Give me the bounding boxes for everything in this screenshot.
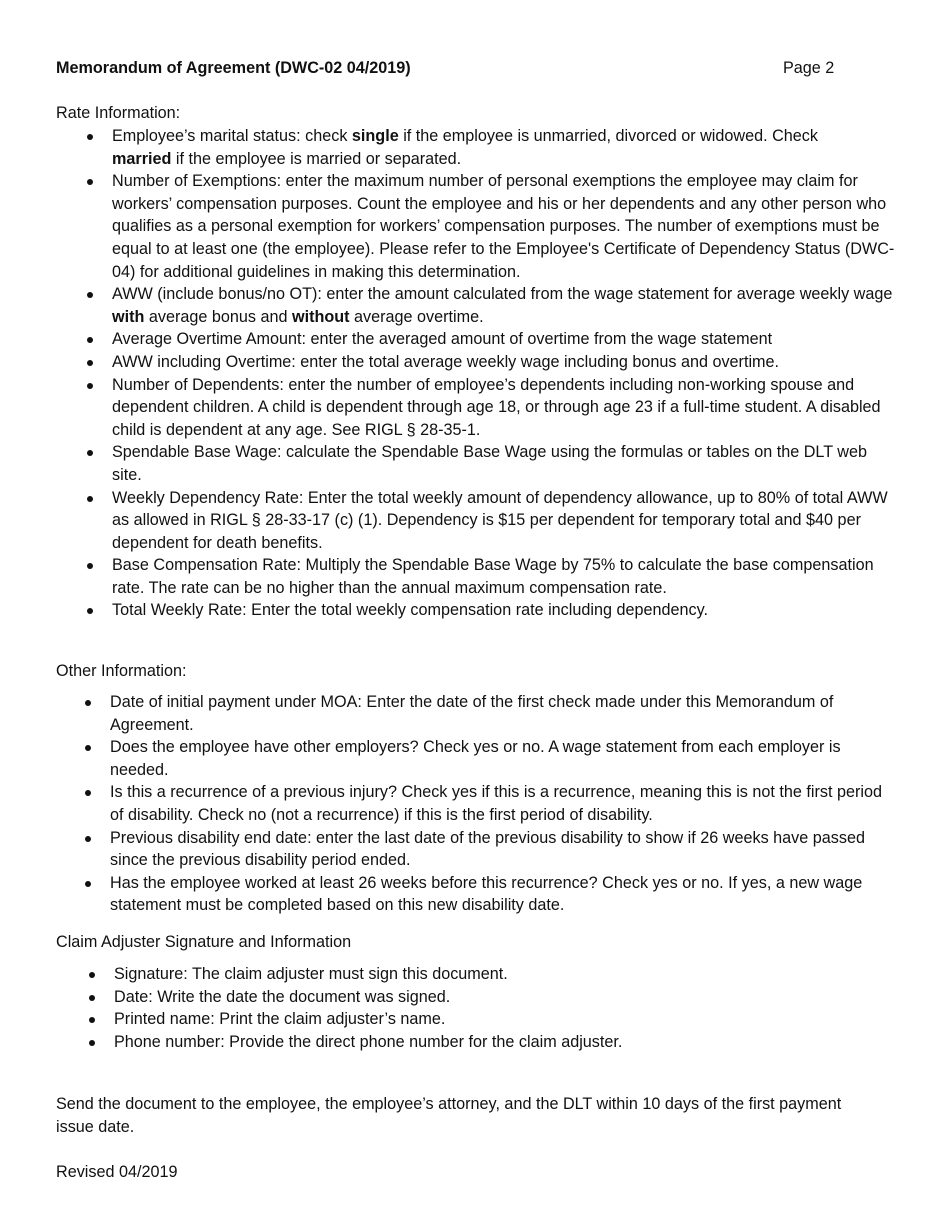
bullet-icon	[89, 1040, 95, 1046]
bullet-icon	[89, 972, 95, 978]
list-item: Previous disability end date: enter the last date of the previous disability to show if 26 weeks have passed since the previous disability period ended.	[54, 827, 896, 872]
bullet-icon	[87, 383, 93, 389]
list-item: AWW including Overtime: enter the total average weekly wage including bonus and overtime.	[56, 351, 896, 374]
bullet-icon	[87, 563, 93, 569]
page-header	[56, 57, 950, 79]
bullet-icon	[85, 700, 91, 706]
claim-adjuster-list	[58, 963, 896, 1053]
bullet-icon	[87, 450, 93, 456]
list-item: Signature: The claim adjuster must sign this document.	[58, 963, 896, 986]
bullet-icon	[89, 1017, 95, 1023]
bullet-icon	[87, 179, 93, 185]
bullet-icon	[87, 337, 93, 343]
list-item: Phone number: Provide the direct phone number for the claim adjuster.	[58, 1031, 896, 1054]
other-information-list	[54, 691, 896, 917]
bullet-icon	[87, 134, 93, 140]
list-item: Has the employee worked at least 26 weeks before this recurrence? Check yes or no. If yes, a new wage statement must be completed based on this new disability date.	[54, 872, 896, 917]
rate-information-list	[56, 125, 896, 622]
bullet-icon	[85, 790, 91, 796]
list-item: Date: Write the date the document was signed.	[58, 986, 896, 1009]
list-item: Number of Exemptions: enter the maximum number of personal exemptions the employee may claim for workers’ compensation purposes. Count the employee and his or her dependents and any other person who qualifies as a personal exemption for workers’ compensation purposes. The number of exemptions must be equal to at least one (the employee). Please refer to the Employee's Certificate of Dependency Status (DWC-04) for additional guidelines in making this determination.	[56, 170, 896, 283]
list-item: Number of Dependents: enter the number of employee’s dependents including non-working spouse and dependent children. A child is dependent through age 18, or through age 23 if a full-time student. A disabled child is dependent at any age. See RIGL § 28-35-1.	[56, 374, 896, 442]
bullet-icon	[85, 836, 91, 842]
bullet-icon	[87, 496, 93, 502]
bullet-icon	[87, 292, 93, 298]
bullet-icon	[85, 881, 91, 887]
bullet-icon	[87, 360, 93, 366]
list-item: Total Weekly Rate: Enter the total weekly compensation rate including dependency.	[56, 599, 896, 622]
list-item: AWW (include bonus/no OT): enter the amount calculated from the wage statement for average weekly wage with average bonus and without average overtime.	[56, 283, 896, 328]
page-number: Page 2	[783, 59, 835, 77]
list-item: Spendable Base Wage: calculate the Spendable Base Wage using the formulas or tables on the DLT web site.	[56, 441, 896, 486]
revision-note: Revised 04/2019	[56, 1163, 178, 1181]
rate-information-heading: Rate Information:	[56, 104, 181, 122]
bullet-icon	[85, 745, 91, 751]
bullet-icon	[87, 608, 93, 614]
list-item: Is this a recurrence of a previous injury? Check yes if this is a recurrence, meaning this is not the first period of disability. Check no (not a recurrence) if this is the first period of disability.	[54, 781, 896, 826]
send-instructions: Send the document to the employee, the employee’s attorney, and the DLT within 10 days of the first payment issue date.	[56, 1095, 842, 1136]
list-item: Weekly Dependency Rate: Enter the total weekly amount of dependency allowance, up to 80% of total AWW as allowed in RIGL § 28-33-17 (c) (1). Dependency is $15 per dependent for temporary total and $40 per dependent for death benefits.	[56, 487, 896, 555]
list-item: Printed name: Print the claim adjuster’s name.	[58, 1008, 896, 1031]
list-item: Base Compensation Rate: Multiply the Spendable Base Wage by 75% to calculate the base compensation rate. The rate can be no higher than the annual maximum compensation rate.	[56, 554, 896, 599]
list-item: Date of initial payment under MOA: Enter the date of the first check made under this Memorandum of Agreement.	[54, 691, 896, 736]
document-title: Memorandum of Agreement (DWC-02 04/2019)	[56, 59, 411, 77]
claim-adjuster-heading: Claim Adjuster Signature and Information	[56, 933, 352, 951]
list-item: Does the employee have other employers? Check yes or no. A wage statement from each employer is needed.	[54, 736, 896, 781]
list-item: Employee’s marital status: check single if the employee is unmarried, divorced or widowed. Check married if the employee is married or separated.	[56, 125, 896, 170]
bullet-icon	[89, 995, 95, 1001]
other-information-heading: Other Information:	[56, 662, 187, 680]
list-item: Average Overtime Amount: enter the averaged amount of overtime from the wage statement	[56, 328, 896, 351]
